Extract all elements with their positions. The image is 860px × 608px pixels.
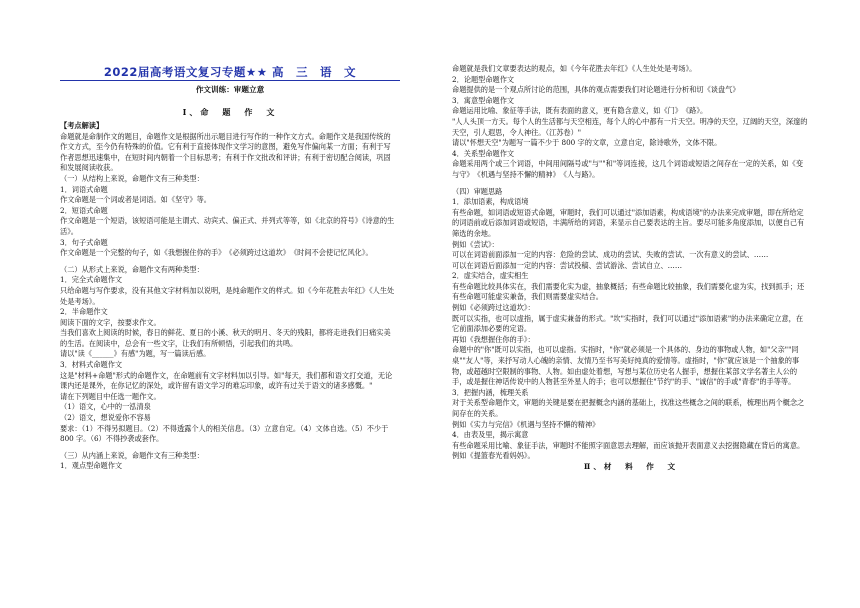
paragraph: 1．添加语素，构成语境 — [452, 197, 529, 207]
paragraph: 阅读下面的文字，按要求作文。 — [60, 317, 161, 327]
paragraph: 请以"怀想天空"为题写一篇不少于 800 字的文章，立意自定，除诗歌外，文体不限。 — [452, 138, 722, 148]
paragraph: 3．把握内涵，梳理关系 — [452, 387, 529, 397]
paragraph: （二）从形式上来说，命题作文有两种类型： — [60, 264, 204, 274]
paragraph: 有些命题，如词语或短语式命题，审题时，我们可以通过"添加语素，构成语境"的办法来完成审题，即在所给定的词语前或后添加词语或短语，丰满所给的词语，来显示自己要表达的主旨。要尽可能多角度添加，以便自己有筛选的余地。 — [452, 207, 805, 238]
paragraph: 命题提供的是一个观点所讨论的范围，具体的观点需要我们对论题进行分析和切《谈盘气》 — [452, 85, 740, 95]
paragraph: 1．观点型命题作文 — [60, 461, 123, 471]
paragraph: 当我们喜欢上阅读的时候，春日的鲜花、夏日的小溪、秋天的明月、冬天的残阳，都将走进我们日痛实美的生活。在阅读中，总会有一些文字，让我们有所顿悟，引起我们的共鸣。 — [60, 328, 391, 348]
paragraph: 例如《实力与完信》《机遇与坚持不懈的精神》 — [452, 419, 600, 429]
paragraph: 命题中的"你"既可以实指，也可以虚指。实指时，"你"就必须是一个具体的、身边的事物或人物，如"父亲""同桌""友人"等，来抒写动人心魄的亲情、友情乃至书写美好纯真的爱情等。虚指时，"你"就应该是一个抽象的事物，或超越时空限制的事物、人物。如由虚处着想，写想与某位历史名人握手，想握住某部文学名著主人公的手，或是握住神话传说中的人物甚至外星人的手；也可以想握住"节约"的手、"诚信"的手或"青春"的手等等。 — [452, 345, 800, 387]
paragraph: 请在下列题目中任选一题作文。 — [60, 391, 161, 401]
paragraph: 2．论题型命题作文 — [452, 74, 515, 84]
paragraph: 命题运用比喻、象征等手法，既有表面的意义，更有隐含意义，如《门》 《路》。 — [452, 106, 708, 116]
left-column — [60, 121, 396, 472]
paragraph: 2．短语式命题 — [60, 205, 108, 215]
paragraph: 再如《我想握住你的手》： — [452, 334, 535, 344]
right-column — [452, 64, 810, 473]
paragraph: "人人头顶一方天。每个人的生活都与天空相连，每个人的心中都有一片天空。明净的天空，辽阔的天空，深邃的天空，引人遐思，令人神往。（江苏卷）" — [452, 116, 808, 137]
paragraph: 例如《尝试》： — [452, 239, 499, 249]
paragraph: 作文命题是一个短语，该短语可能是主谓式、动宾式、偏正式、并列式等等，如《北京的符号》《诗意的生活》。 — [60, 216, 395, 236]
paragraph: 作文命题是一个词或者是词语。如《坚守》等。 — [60, 195, 211, 205]
paragraph: 有些命题采用比喻、象征手法，审题时不能照字面意思去理解，而应该抛开表面意义去挖掘隐藏在背后的寓意。例如《提篮春光看妈妈》。 — [452, 440, 805, 461]
paragraph: （1）语文，心中的一泓清泉 — [60, 402, 151, 412]
paragraph: 3．句子式命题 — [60, 237, 108, 247]
paragraph: 可以在词语后面添加一定的内容：尝试投稿、尝试游泳、尝试自立、…… — [452, 260, 683, 270]
paragraph: 4．关系型命题作文 — [452, 148, 515, 158]
document-title: 2022届高考语文复习专题★★ 高 三 语 文 — [103, 65, 357, 79]
paragraph: 命题采用两个或三个词语，中间用间隔号或"与""和"等词连接，这几个词语或短语之间存在一定的关系，如《变与守》 《机遇与坚持不懈的精神》 《人与路》。 — [452, 159, 804, 179]
paragraph: 既可以实指，也可以虚指，属于虚实兼备的形式。"坎"实指时，我们可以通过"添加语素"的办法来确定立意，在它前面添加必要的定语。 — [452, 313, 804, 334]
paragraph: （2）语文，想说爱你不容易 — [60, 413, 151, 423]
paragraph: 2．半命题作文 — [60, 307, 108, 317]
paragraph: （一）从结构上来说，命题作文有三种类型： — [60, 173, 204, 183]
title-divider — [60, 80, 400, 81]
paragraph: （四）审题思路 — [452, 186, 503, 196]
paragraph: 例如《必须跨过这道坎》： — [452, 303, 535, 313]
paragraph: 命题就是我们文章要表达的观点，如《今年花胜去年红》《人生处处是考场》。 — [452, 64, 697, 73]
paragraph: 可以在词语前面添加一定的内容：危险的尝试、成功的尝试、失败的尝试、一次有意义的尝试、…… — [452, 250, 769, 260]
section-heading-2: Ⅱ、材 料 作 文 — [583, 461, 679, 471]
paragraph: 4．由表及里，揭示寓意 — [452, 430, 529, 440]
paragraph: 对于关系型命题作文，审题的关键是要在把握概念内涵的基础上，找准这些概念之间的联系，梳理出两个概念之间存在的关系。 — [452, 398, 805, 418]
paragraph: 这是"材料+命题"形式的命题作文，在命题前有文字材料加以引导。如"每天，我们都和语文打交道，无论课内还是课外，在你记忆的深处，或许留有语文学习的难忘印象，或许有过关于语文的诸多感慨。" — [60, 370, 393, 391]
paragraph: 2．虚实结合，虚实相生 — [452, 271, 529, 281]
paragraph: 请以"读《______》有感"为题，写一篇读后感。 — [60, 349, 211, 359]
paragraph: 命题就是命制作文的题目，命题作文是根据所出示题目进行写作的一种作文方式。命题作文是我国传统的作文方式，至今仍有特殊的价值。它有利于直接体现作文学习的意图，避免写作偏向某一方面；有利于写作者思想迅速集中，在短时间内朝着一个目标思考；有利于作文批改和评讲；有利于密切配合阅读，巩固和发展阅读收获。 — [60, 131, 391, 173]
paragraph: 3．寓意型命题作文 — [452, 95, 515, 105]
document-subtitle: 作文训练：审题立意 — [195, 85, 265, 94]
section-heading-1: Ⅰ、命 题 作 文 — [182, 107, 278, 117]
paragraph: 只给命题与写作要求，没有其他文字材料加以说明，是纯命题作文的样式。如《今年花胜去年红》《人生处处是考场》。 — [60, 285, 395, 306]
paragraph: 有些命题比较具体实在，我们需要化实为虚，抽象概括；有些命题比较抽象，我们需要化虚为实，找到抓手；还有些命题可能虚实兼备，我们则需要虚实结合。 — [452, 281, 805, 302]
paragraph: 1．完全式命题作文 — [60, 275, 123, 285]
paragraph: 作文命题是一个完整的句子，如《我想握住你的手》 《必须跨过这道坎》 《时间不会使记忆风化》。 — [60, 248, 373, 258]
paragraph: 要求：（1）不得另拟题目。（2）不得透露个人的相关信息。（3）立意自定。（4）文体自选。（5）不少于 800 字。（6）不得抄袭或套作。 — [60, 423, 391, 444]
paragraph: 1．词语式命题 — [60, 184, 108, 194]
paragraph: 【考点解读】 — [60, 121, 104, 130]
paragraph: 3．材料式命题作文 — [60, 360, 123, 370]
paragraph: （三）从内涵上来说，命题作文有三种类型： — [60, 450, 204, 460]
